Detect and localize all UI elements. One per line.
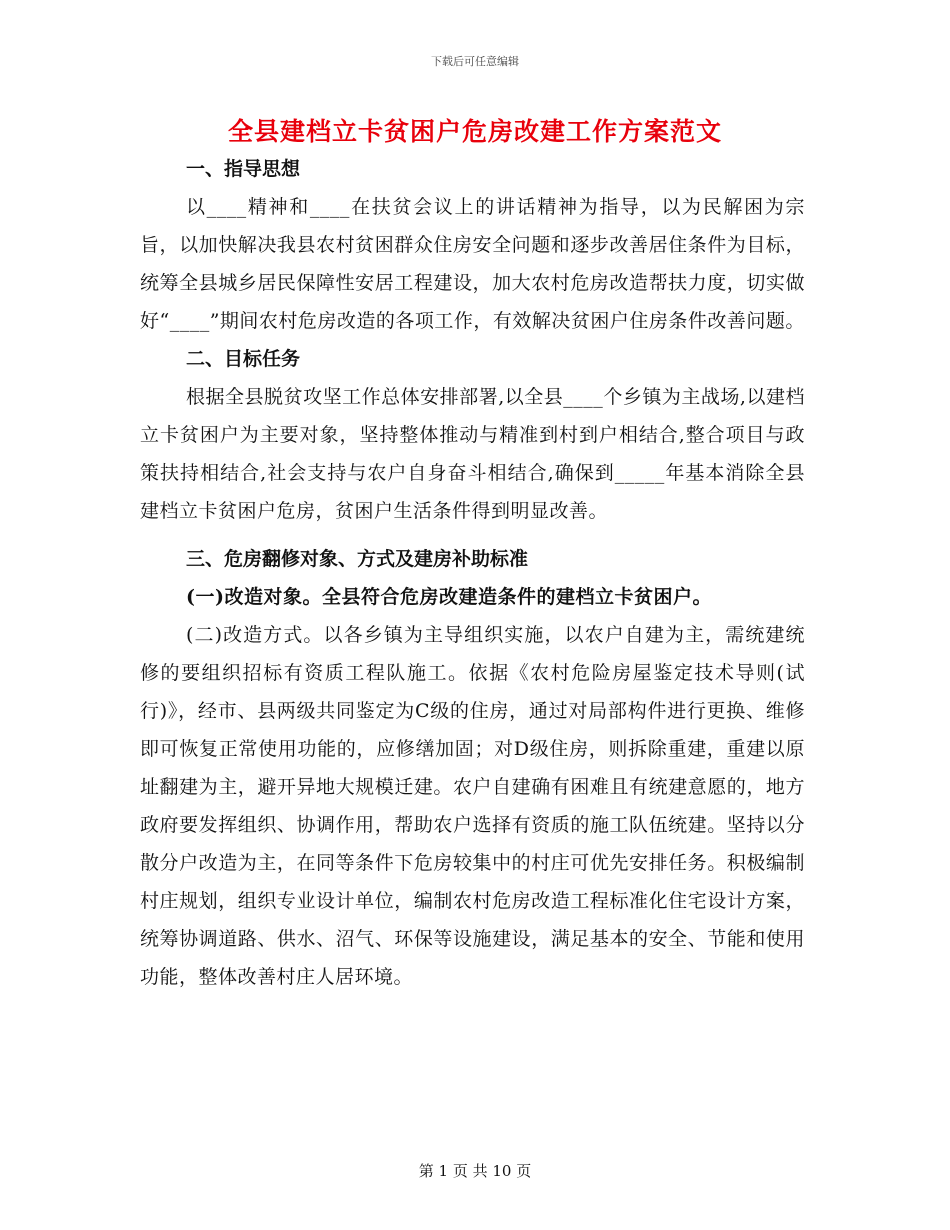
section-heading-guiding-thought: 一、指导思想	[186, 158, 301, 180]
document-body	[140, 150, 805, 996]
section-heading-renovation: 三、危房翻修对象、方式及建房补助标准	[186, 548, 529, 570]
subsection-renovation-targets: (一)改造对象。全县符合危房改建造条件的建档立卡贫困户。	[186, 586, 712, 608]
section-paragraph-goals: 根据全县脱贫攻坚工作总体安排部署,以全县____个乡镇为主战场,以建档立卡贫困户为主要对象，坚持整体推动与精准到村到户相结合,整合项目与政策扶持相结合,社会支持与农户自身奋斗相结合,确保到_____年基本消除全县建档立卡贫困户危房，贫困户生活条件得到明显改善。	[140, 386, 805, 522]
page-footer: 第 1 页 共 10 页	[418, 1162, 532, 1180]
subsection-renovation-methods: (二)改造方式。以各乡镇为主导组织实施，以农户自建为主，需统建统修的要组织招标有资质工程队施工。依据《农村危险房屋鉴定技术导则(试行)》，经市、县两级共同鉴定为C级的住房，通过对局部构件进行更换、维修即可恢复正常使用功能的，应修缮加固；对D级住房，则拆除重建，重建以原址翻建为主，避开异地大规模迁建。农户自建确有困难且有统建意愿的，地方政府要发挥组织、协调作用，帮助农户选择有资质的施工队伍统建。坚持以分散分户改造为主，在同等条件下危房较集中的村庄可优先安排任务。积极编制村庄规划，组织专业设计单位，编制农村危房改造工程标准化住宅设计方案，统筹协调道路、供水、沼气、环保等设施建设，满足基本的安全、节能和使用功能，整体改善村庄人居环境。	[140, 624, 805, 988]
section-heading-goals: 二、目标任务	[186, 348, 301, 370]
document-title: 全县建档立卡贫困户危房改建工作方案范文	[227, 117, 722, 146]
section-paragraph-guiding-thought: 以____精神和____在扶贫会议上的讲话精神为指导，以为民解困为宗旨，以加快解决我县农村贫困群众住房安全问题和逐步改善居住条件为目标，统筹全县城乡居民保障性安居工程建设，加大农村危房改造帮扶力度，切实做好“____”期间农村危房改造的各项工作，有效解决贫困户住房条件改善问题。	[140, 196, 805, 332]
header-note: 下载后可任意编辑	[431, 55, 519, 68]
